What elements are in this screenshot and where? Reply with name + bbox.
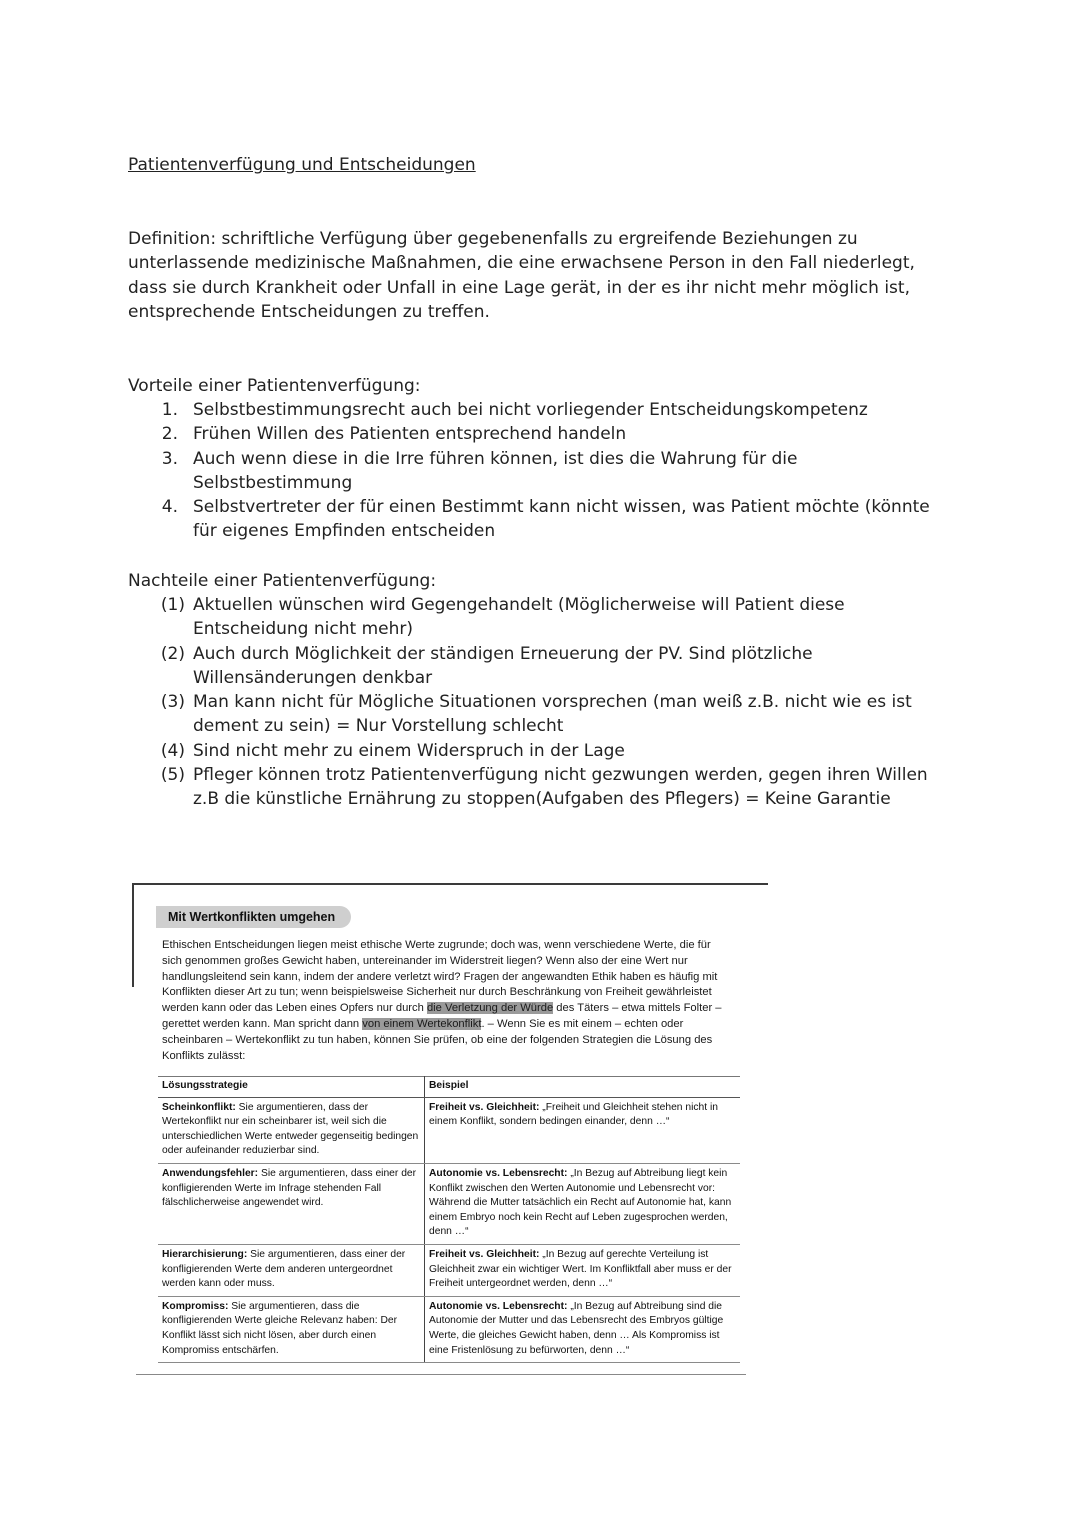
strategy-cell — [158, 1097, 425, 1163]
strategy-table — [158, 1076, 740, 1363]
top-rule — [132, 883, 768, 885]
scanned-excerpt — [132, 880, 768, 1380]
list-text: Aktuellen wünschen wird Gegengehandelt (Möglicherweise will Patient diese Entscheidung nicht mehr) — [193, 595, 845, 640]
strategy-term: Hierarchisierung: — [162, 1248, 248, 1260]
list-item — [128, 422, 958, 446]
strategy-term: Scheinkonflikt: — [162, 1101, 236, 1113]
example-term: Autonomie vs. Lebensrecht: — [429, 1167, 568, 1179]
list-number: 4. — [161, 497, 178, 518]
strategy-cell — [158, 1163, 425, 1244]
intro-text: des Täters – etwa mittels Folter – gerettet werden kann. Man spricht dann — [162, 1002, 722, 1030]
definition-paragraph: Definition: schriftliche Verfügung über gegebenenfalls zu ergreifende Beziehungen zu unterlassende medizinische Maßnahmen, die eine erwachsene Person in den Fall niederlegt, dass sie durch Krankheit oder Unfall in eine Lage gerät, in der es ihr nicht mehr möglich ist, entsprechende Entscheidungen zu treffen. — [128, 229, 915, 322]
disadvantages-list — [128, 593, 958, 812]
table-row — [158, 1296, 740, 1362]
strategy-text: Sie argumentieren, dass einer der konfligierenden Werte im Infrage stehenden Fall fälschlicherweise angewendet wird. — [162, 1167, 417, 1209]
disadvantages-heading: Nachteile einer Patientenverfügung: — [128, 571, 437, 591]
highlighted-text: die Verletzung der Würde — [426, 1002, 554, 1015]
table-row — [158, 1244, 740, 1296]
advantages-list — [128, 398, 958, 544]
table-row — [158, 1097, 740, 1163]
column-header: Lösungsstrategie — [158, 1077, 425, 1098]
list-text: Sind nicht mehr zu einem Widerspruch in der Lage — [193, 740, 625, 761]
strategy-term: Anwendungsfehler: — [162, 1167, 259, 1179]
list-number: 3. — [161, 448, 178, 469]
example-text: „In Bezug auf Abtreibung sind die Autonomie der Mutter und das Lebensrecht des Embryos gültige Werte, die gleiches Gewicht haben, denn … Als Kompromiss ist eine Fristenlösung zu befürworten, denn …“ — [429, 1300, 724, 1356]
example-cell — [425, 1296, 741, 1362]
example-text: „In Bezug auf Abtreibung liegt kein Konflikt zwischen den Werten Autonomie und Lebensrecht vor: Während die Mutter tatsächlich ein Recht auf Autonomie hat, kann einem Embryo noch kein Recht auf Leben zugesprochen werden, denn …“ — [429, 1167, 732, 1238]
example-term: Freiheit vs. Gleichheit: — [429, 1248, 540, 1260]
list-item — [128, 690, 958, 739]
example-cell — [425, 1244, 741, 1296]
list-number: (2) — [160, 643, 185, 664]
list-text: Man kann nicht für Mögliche Situationen vorsprechen (man weiß z.B. nicht wie es ist dement zu sein) = Nur Vorstellung schlecht — [193, 692, 912, 737]
excerpt-section-title: Mit Wertkonflikten umgehen — [156, 906, 351, 928]
list-item — [128, 593, 958, 642]
list-item — [128, 495, 958, 544]
page-title: Patientenverfügung und Entscheidungen — [128, 155, 476, 175]
list-number: 2. — [161, 424, 178, 445]
list-item — [128, 763, 958, 812]
strategy-text: Sie argumentieren, dass die konfligierenden Werte gleiche Relevanz haben: Der Konflikt lässt sich nicht lösen, aber durch einen Kompromiss entschärfen. — [162, 1300, 398, 1356]
list-number: (3) — [160, 692, 185, 713]
left-rule — [132, 883, 134, 987]
list-number: (4) — [160, 740, 185, 761]
list-text: Selbstbestimmungsrecht auch bei nicht vorliegender Entscheidungskompetenz — [193, 400, 868, 420]
strategy-text: Sie argumentieren, dass der Wertekonflikt nur ein scheinbarer ist, weil sich die unterschiedlichen Werte entweder gegenseitig bedingen oder aufeinander reduzierbar sind. — [162, 1101, 419, 1157]
example-term: Autonomie vs. Lebensrecht: — [429, 1300, 568, 1312]
strategy-cell — [158, 1296, 425, 1362]
list-text: Auch wenn diese in die Irre führen können, ist dies die Wahrung für die Selbstbestimmung — [193, 448, 798, 493]
table-header-row — [158, 1077, 740, 1098]
table-row — [158, 1163, 740, 1244]
strategy-text: Sie argumentieren, dass einer der konfligierenden Werte dem anderen untergeordnet werden kann oder muss. — [162, 1248, 406, 1290]
list-number: 1. — [161, 400, 178, 420]
example-cell — [425, 1163, 741, 1244]
list-item — [128, 739, 958, 763]
bottom-rule — [136, 1374, 746, 1375]
list-item — [128, 642, 958, 691]
example-text: „Freiheit und Gleichheit stehen nicht in einem Konflikt, sondern bedingen einander, denn …“ — [429, 1101, 719, 1128]
excerpt-intro — [162, 938, 722, 1064]
intro-text: Ethischen Entscheidungen liegen meist ethische Werte zugrunde; doch was, wenn verschiedene Werte, die für sich genommen großes Gewicht haben, untereinander im Widerstreit liegen? Wenn also der eine Wert nur handlungsleitend sein kann, indem der andere verletzt wird? Fragen der angewandten Ethik haben es häufig mit Konflikten dieser Art zu tun; wenn beispielsweise Sicherheit nur durch Beschränkung von Freiheit gewährleistet werden kann oder das Leben eines Opfers nur durch — [162, 939, 718, 1015]
column-header: Beispiel — [425, 1077, 741, 1098]
list-text: Pfleger können trotz Patientenverfügung nicht gezwungen werden, gegen ihren Willen z.B die künstliche Ernährung zu stoppen(Aufgaben des Pflegers) = Keine Garantie — [193, 765, 928, 810]
example-cell — [425, 1097, 741, 1163]
list-text: Frühen Willen des Patienten entsprechend handeln — [193, 424, 627, 445]
list-text: Selbstvertreter der für einen Bestimmt kann nicht wissen, was Patient möchte (könnte für eigenes Empfinden entscheiden — [193, 497, 930, 542]
highlighted-text: von einem Wertekonflikt — [362, 1017, 482, 1030]
list-number: (5) — [160, 765, 185, 786]
list-number: (1) — [160, 595, 185, 615]
strategy-term: Kompromiss: — [162, 1300, 229, 1312]
list-item — [128, 447, 958, 496]
strategy-cell — [158, 1244, 425, 1296]
list-item — [128, 398, 958, 422]
intro-text: . – Wenn Sie es mit einem – echten oder scheinbaren – Wertekonflikt zu tun haben, können Sie prüfen, ob eine der folgenden Strategien die Lösung des Konflikts zulässt: — [162, 1017, 713, 1062]
example-text: „In Bezug auf gerechte Verteilung ist Gleichheit zwar ein wichtiger Wert. Im Konfliktfall aber muss er der Freiheit untergeordnet werden, denn …“ — [429, 1248, 732, 1290]
example-term: Freiheit vs. Gleichheit: — [429, 1101, 540, 1113]
advantages-heading: Vorteile einer Patientenverfügung: — [128, 376, 421, 396]
list-text: Auch durch Möglichkeit der ständigen Erneuerung der PV. Sind plötzliche Willensänderungen denkbar — [193, 643, 813, 688]
